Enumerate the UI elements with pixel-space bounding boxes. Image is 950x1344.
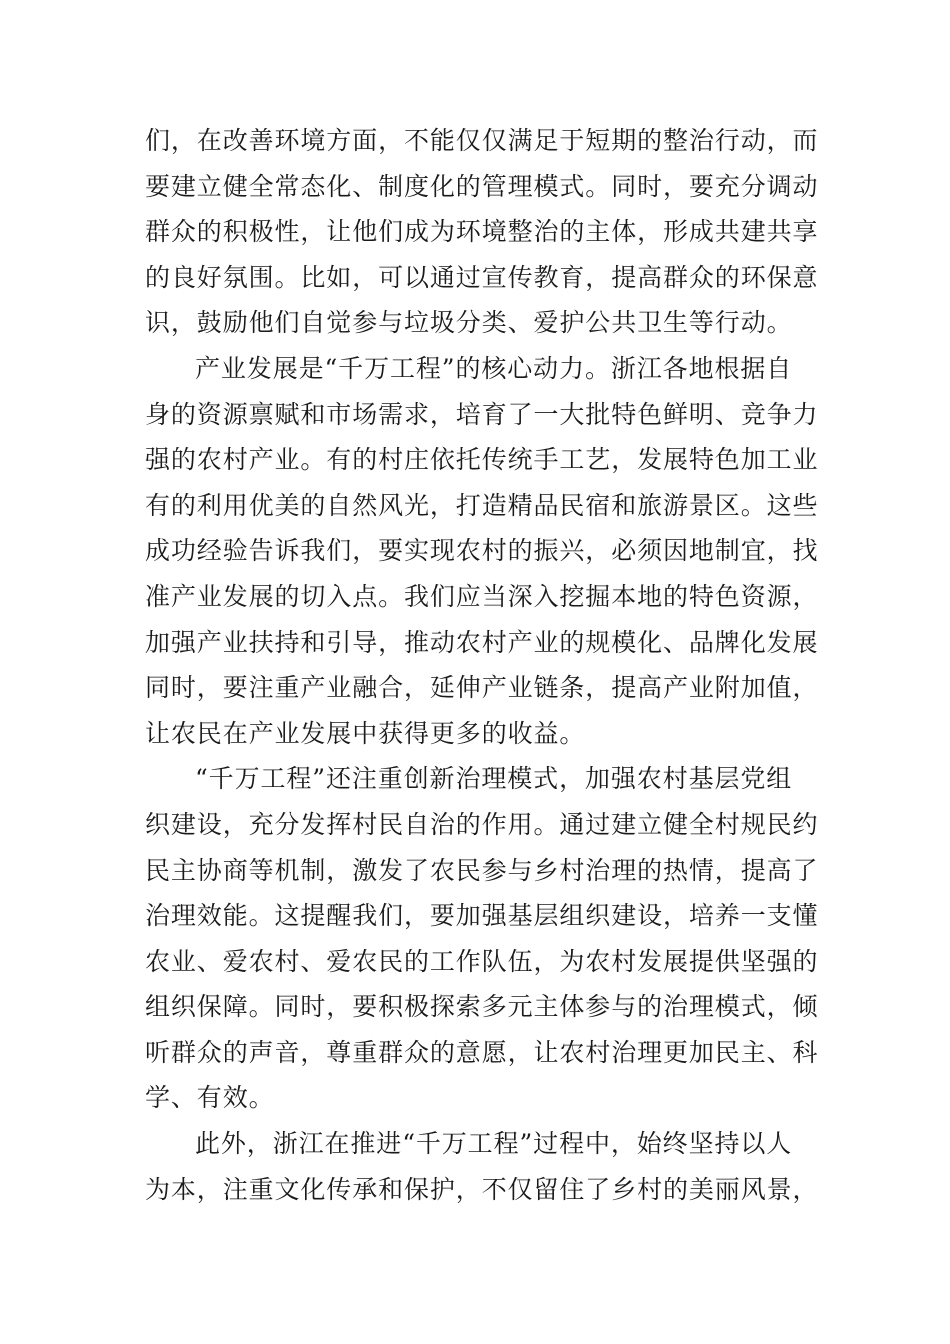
text-line: 民主协商等机制，激发了农民参与乡村治理的热情，提高了 — [145, 855, 819, 885]
paragraph-first-line: 此外，浙江在推进“千万工程”过程中，始终坚持以人 — [195, 1129, 793, 1159]
text-line: 准产业发展的切入点。我们应当深入挖掘本地的特色资源， — [145, 581, 819, 611]
text-line: 学、有效。 — [145, 1083, 275, 1113]
text-line: 同时，要注重产业融合，延伸产业链条，提高产业附加值， — [145, 673, 819, 703]
text-line: 加强产业扶持和引导，推动农村产业的规模化、品牌化发展 — [145, 627, 819, 657]
text-line: 让农民在产业发展中获得更多的收益。 — [145, 718, 586, 748]
text-line: 群众的积极性，让他们成为环境整治的主体，形成共建共享 — [145, 217, 819, 247]
text-line: 要建立健全常态化、制度化的管理模式。同时，要充分调动 — [145, 171, 819, 201]
text-line: 为本，注重文化传承和保护，不仅留住了乡村的美丽风景， — [145, 1174, 819, 1204]
text-line: 识，鼓励他们自觉参与垃圾分类、爱护公共卫生等行动。 — [145, 308, 793, 338]
text-line: 有的利用优美的自然风光，打造精品民宿和旅游景区。这些 — [145, 490, 819, 520]
text-line: 织建设，充分发挥村民自治的作用。通过建立健全村规民约 — [145, 809, 819, 839]
text-line: 组织保障。同时，要积极探索多元主体参与的治理模式，倾 — [145, 992, 819, 1022]
paragraph-first-line: “千万工程”还注重创新治理模式，加强农村基层党组 — [195, 764, 793, 794]
text-line: 身的资源禀赋和市场需求，培育了一大批特色鲜明、竞争力 — [145, 399, 819, 429]
paragraph-first-line: 产业发展是“千万工程”的核心动力。浙江各地根据自 — [195, 353, 793, 383]
text-line: 的良好氛围。比如，可以通过宣传教育，提高群众的环保意 — [145, 262, 819, 292]
text-line: 听群众的声音，尊重群众的意愿，让农村治理更加民主、科 — [145, 1037, 819, 1067]
document-body — [145, 118, 825, 1212]
text-line: 们，在改善环境方面，不能仅仅满足于短期的整治行动，而 — [145, 126, 819, 155]
text-line: 强的农村产业。有的村庄依托传统手工艺，发展特色加工业 — [145, 445, 819, 475]
text-line: 农业、爱农村、爱农民的工作队伍，为农村发展提供坚强的 — [145, 946, 819, 976]
text-line: 成功经验告诉我们，要实现农村的振兴，必须因地制宜，找 — [145, 536, 819, 566]
text-line: 治理效能。这提醒我们，要加强基层组织建设，培养一支懂 — [145, 901, 819, 931]
